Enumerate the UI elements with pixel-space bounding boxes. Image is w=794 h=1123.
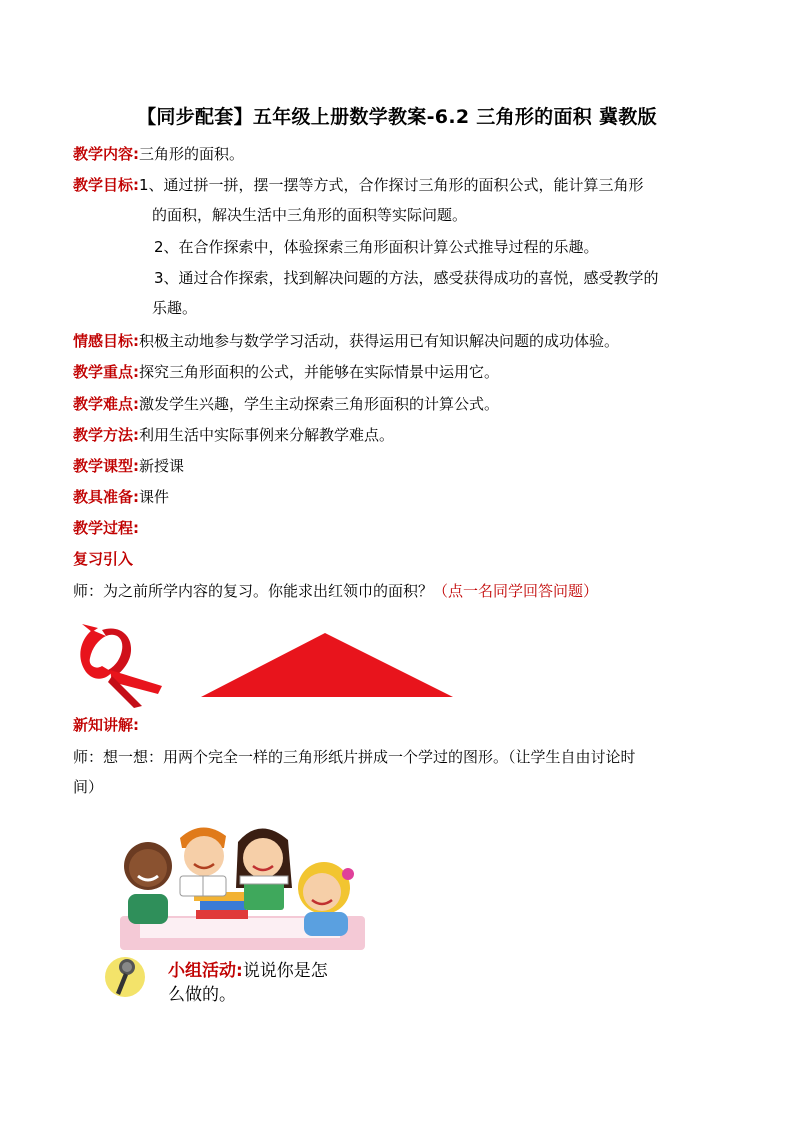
difficulty-text: 激发学生兴趣，学生主动探索三角形面积的计算公式。 xyxy=(139,395,500,413)
review-text: 师：为之前所学内容的复习。你能求出红领巾的面积？ xyxy=(73,582,434,600)
children-reading-image xyxy=(110,818,372,950)
key-text: 探究三角形面积的公式，并能够在实际情景中运用它。 xyxy=(139,363,500,381)
process-label: 教学过程: xyxy=(73,519,139,537)
review-label: 复习引入 xyxy=(73,550,134,568)
document-title: 【同步配套】五年级上册数学教案-6.2 三角形的面积 冀教版 xyxy=(137,106,657,128)
content-label: 教学内容: xyxy=(73,145,139,163)
difficulty-row xyxy=(73,393,499,415)
tools-label: 教具准备: xyxy=(73,488,139,506)
method-text: 利用生活中实际事例来分解教学难点。 xyxy=(139,426,395,444)
new-heading xyxy=(73,714,139,736)
tools-row xyxy=(73,486,169,508)
process-row xyxy=(73,517,139,539)
review-heading xyxy=(73,548,133,570)
emotion-label: 情感目标: xyxy=(73,332,139,350)
new-text-2: 间） xyxy=(73,778,104,796)
goals-row xyxy=(73,174,644,196)
method-label: 教学方法: xyxy=(73,426,139,444)
red-triangle xyxy=(198,630,456,700)
goal-1: 1、通过拼一拼，摆一摆等方式，合作探讨三角形的面积公式，能计算三角形 xyxy=(139,176,644,194)
goal-3-cont: 乐趣。 xyxy=(152,299,198,317)
content-text: 三角形的面积。 xyxy=(139,145,245,163)
review-row xyxy=(73,580,598,602)
emotion-text: 积极主动地参与数学学习活动，获得运用已有知识解决问题的成功体验。 xyxy=(139,332,620,350)
emotion-row xyxy=(73,330,619,352)
method-row xyxy=(73,424,394,446)
goals-label: 教学目标: xyxy=(73,176,139,194)
review-hint: （点一名同学回答问题） xyxy=(433,582,599,600)
new-text-1: 师：想一想：用两个完全一样的三角形纸片拼成一个学过的图形。（让学生自由讨论时 xyxy=(73,748,636,766)
new-label: 新知讲解: xyxy=(73,716,139,734)
goal-2: 2、在合作探索中，体验探索三角形面积计算公式推导过程的乐趣。 xyxy=(154,238,599,256)
activity-title: 小组活动: xyxy=(168,961,243,981)
red-scarf-image xyxy=(72,620,172,710)
difficulty-label: 教学难点: xyxy=(73,395,139,413)
activity-text-1: 说说你是怎 xyxy=(242,961,328,981)
lesson-type-text: 新授课 xyxy=(139,457,185,475)
key-row xyxy=(73,361,499,383)
lesson-type-label: 教学课型: xyxy=(73,457,139,475)
key-label: 教学重点: xyxy=(73,363,139,381)
group-activity xyxy=(168,959,328,1007)
microphone-icon xyxy=(104,953,146,1001)
goal-1-cont: 的面积，解决生活中三角形的面积等实际问题。 xyxy=(152,206,468,224)
tools-text: 课件 xyxy=(139,488,170,506)
lesson-type-row xyxy=(73,455,184,477)
goal-3: 3、通过合作探索，找到解决问题的方法，感受获得成功的喜悦，感受教学的 xyxy=(154,269,659,287)
content-row xyxy=(73,143,244,165)
activity-text-2: 么做的。 xyxy=(168,985,236,1005)
